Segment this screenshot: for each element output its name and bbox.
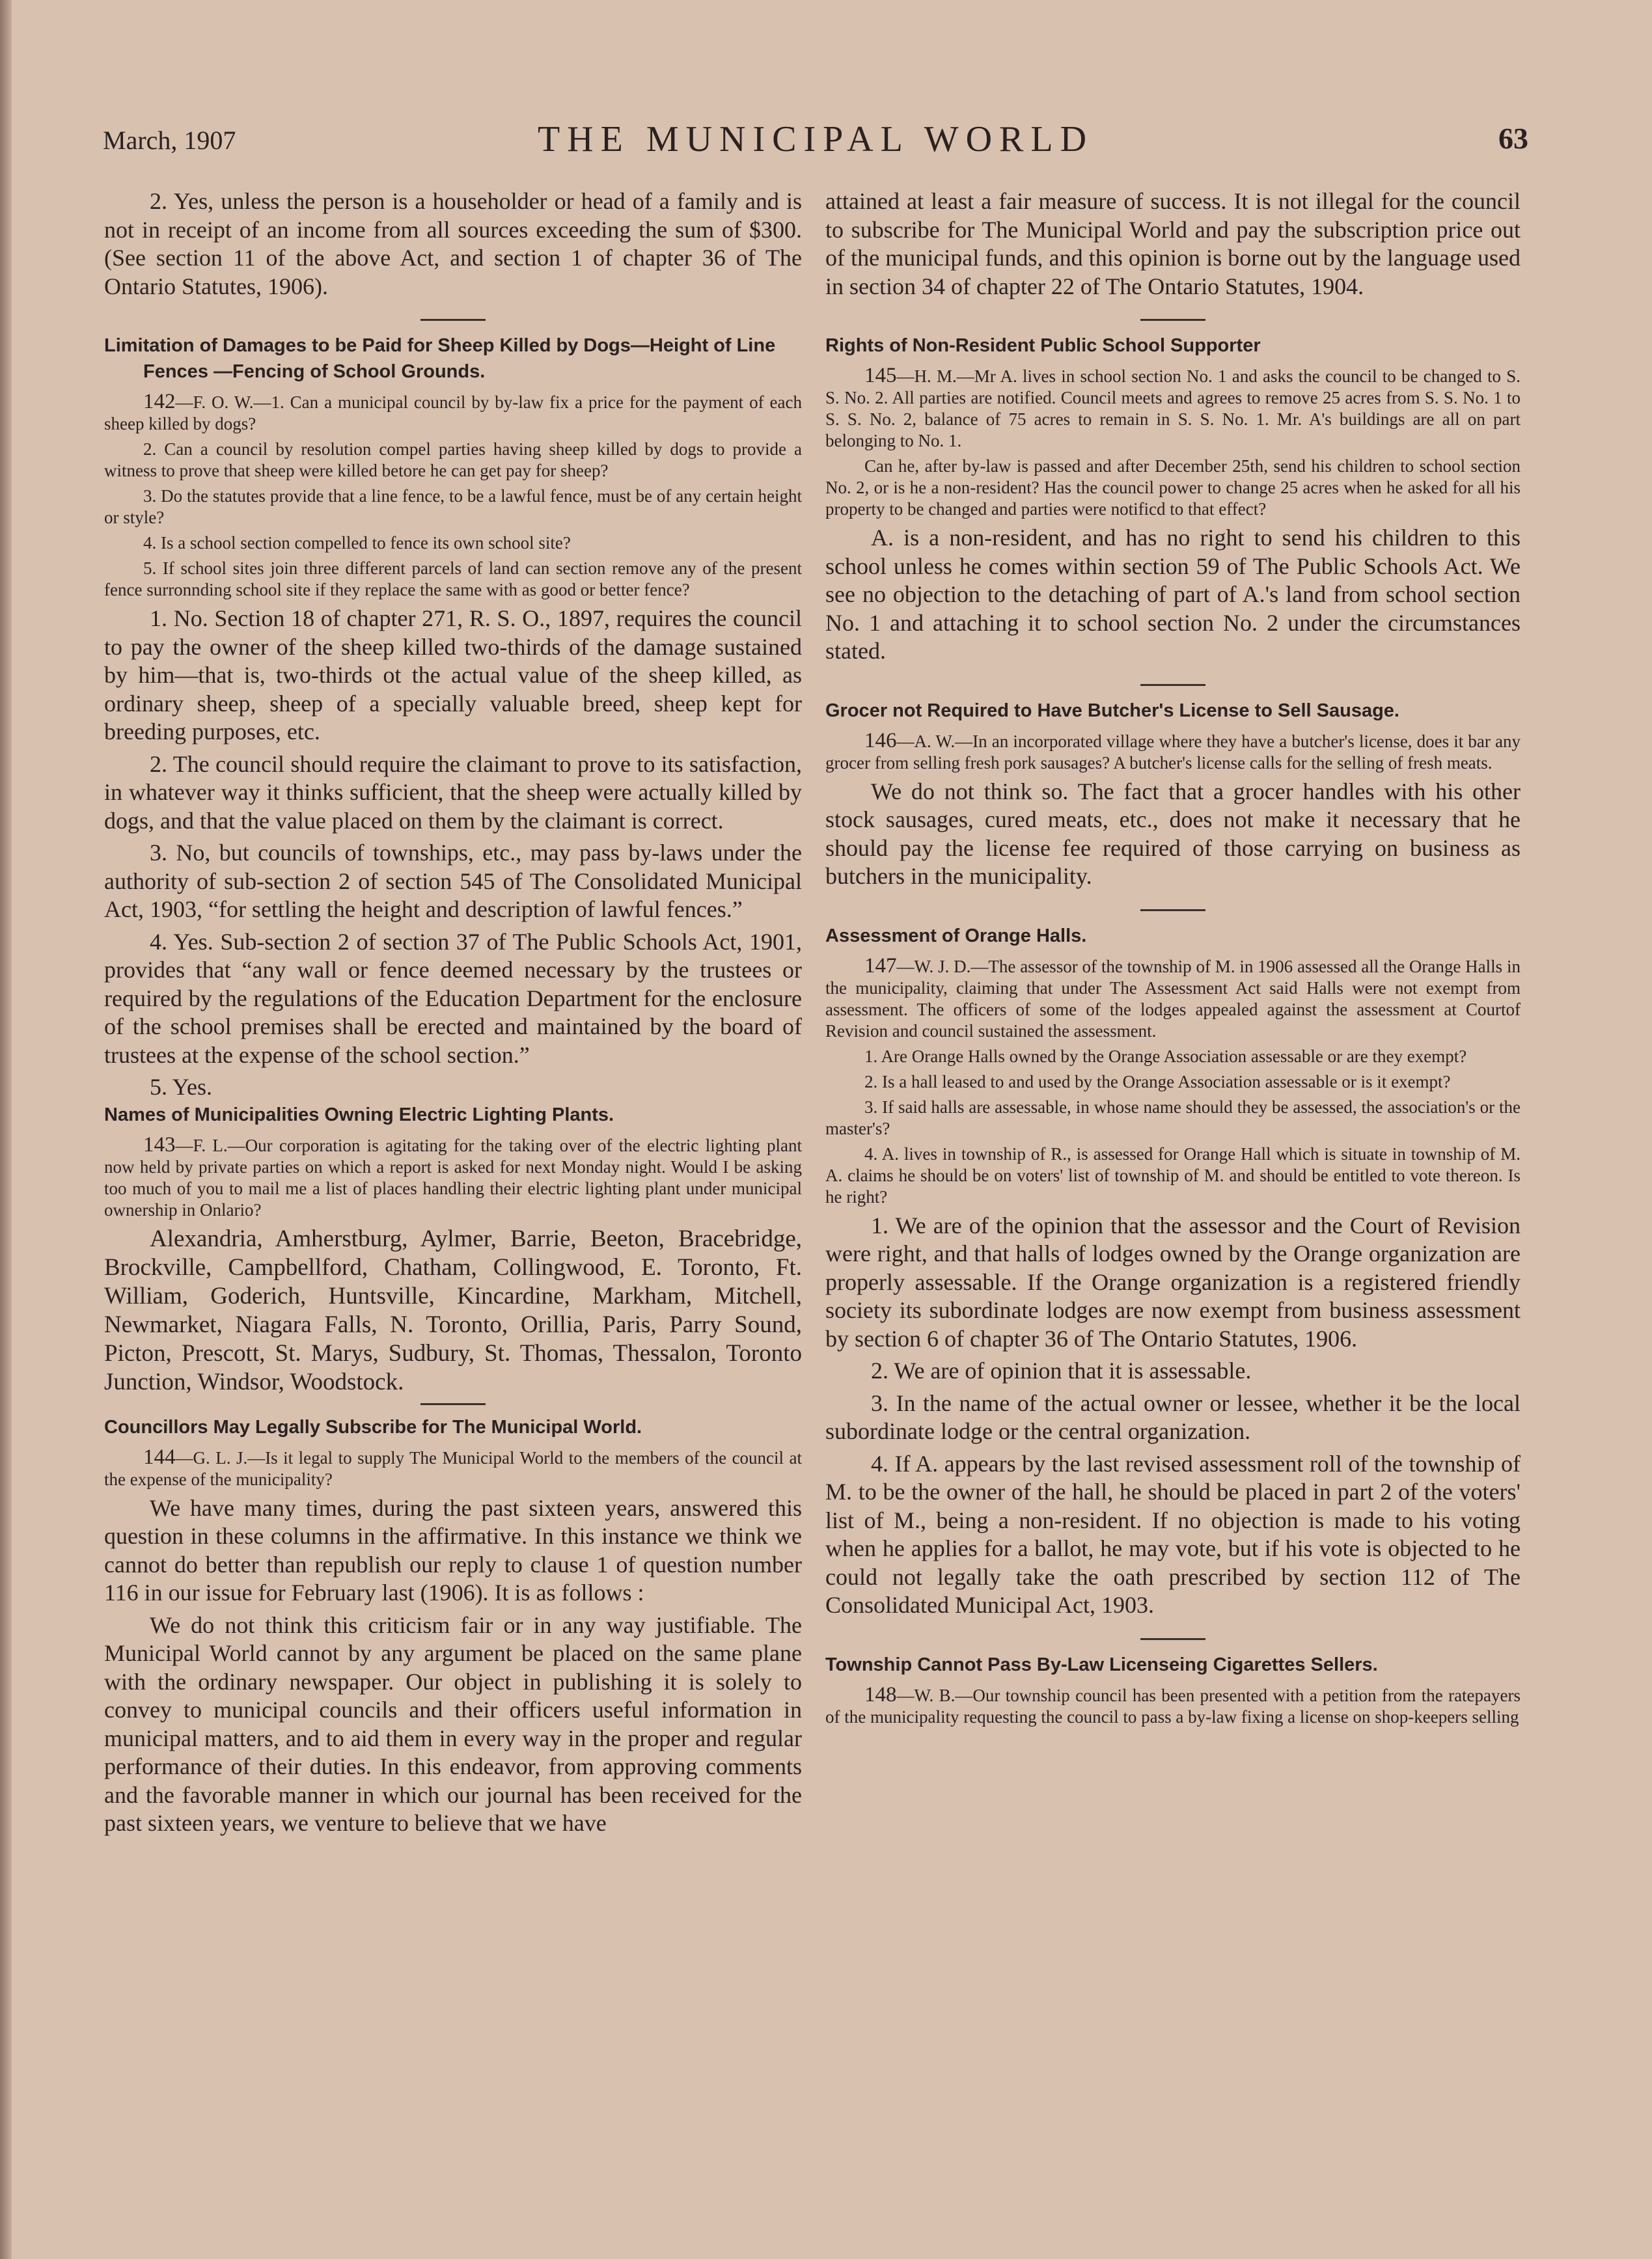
- section-divider: [1140, 909, 1205, 911]
- section-heading-cigarette-license: Township Cannot Pass By-Law Licenseing Cigarettes Sellers.: [825, 1654, 1378, 1675]
- section-divider: [1140, 319, 1205, 321]
- question-text: —A. W.—In an incorporated village where they have a butcher's license, does it bar any grocer from selling fresh pork sausages? A butcher's license calls for the selling of fresh meats.: [825, 731, 1521, 773]
- section-heading-non-resident: Rights of Non-Resident Public School Supporter: [825, 335, 1261, 356]
- page-number: 63: [1498, 122, 1528, 155]
- left-column: [104, 187, 802, 1842]
- continued-answer-144: attained at least a fair measure of success. It is not illegal for the council to subscribe for The Municipal World and pay the subscription price out of the municipal funds, and this opinion is borne out by the language used in section 34 of chapter 22 of The Ontario Statutes, 1904.: [825, 188, 1521, 299]
- question-number: 142: [143, 390, 176, 413]
- question-145-part-1: [825, 365, 1521, 452]
- answer-142-part-3: 3. No, but councils of townships, etc., may pass by-laws under the authority of sub-section 2 of section 545 of The Consolidated Municipal Act, 1903, “for settling the height and description of lawful fences.”: [104, 840, 802, 922]
- question-148: [825, 1684, 1521, 1728]
- page-binding-edge: [0, 0, 12, 2259]
- section-heading-electric-lighting: Names of Municipalities Owning Electric Lighting Plants.: [104, 1104, 614, 1125]
- answer-142-part-2: 2. The council should require the claimant to prove to its satisfaction, in whatever way it thinks sufficient, that the sheep were actually killed by dogs, and that the value placed on them by the claimant is correct.: [104, 750, 802, 834]
- question-number: 144: [143, 1445, 176, 1469]
- question-number: 147: [864, 953, 897, 978]
- answer-147-part-3: 3. In the name of the actual owner or lessee, whether it be the local subordinate lodge or the central organization.: [825, 1390, 1521, 1444]
- issue-date: March, 1907: [103, 126, 236, 155]
- question-text: —G. L. J.—Is it legal to supply The Municipal World to the members of the council at the expense of the municipality?: [104, 1447, 802, 1489]
- section-divider: [420, 1403, 486, 1405]
- answer-142-part-1: 1. No. Section 18 of chapter 271, R. S. O., 1897, requires the council to pay the owner of the sheep killed two-thirds of the damage sustained by him—that is, two-thirds ot the actual value of the sheep killed, as ordinary sheep, sheep of a specially valuable breed, sheep kept for breeding purposes, etc.: [104, 605, 802, 745]
- answer-147-part-1: 1. We are of the opinion that the assessor and the Court of Revision were right, and that halls of lodges owned by the Orange organization are properly assessable. If the Orange organization is a registered friendly society its subordinate lodges are now exempt from business assessment by section 6 of chapter 36 of The Ontario Statutes, 1906.: [825, 1212, 1521, 1352]
- question-number: 146: [864, 728, 897, 752]
- question-number: 145: [864, 364, 897, 387]
- question-147-part-4: 4. A. lives in township of R., is assessed for Orange Hall which is situate in township of M. A. claims he should be on voters' list of township of M. and should be entitled to vote thereon. Is he right?: [825, 1143, 1521, 1207]
- section-divider: [420, 319, 486, 321]
- section-divider: [1140, 684, 1205, 686]
- page-header: [103, 116, 1528, 161]
- question-146: [825, 730, 1521, 774]
- section-heading-grocer-license: Grocer not Required to Have Butcher's License to Sell Sausage.: [825, 700, 1399, 721]
- answer-145: A. is a non-resident, and has no right to send his children to this school unless he comes within section 59 of The Public Schools Act. We see no objection to the detaching of part of A.'s land from school section No. 1 and attaching it to school section No. 2 under the circumstances stated.: [825, 525, 1521, 664]
- question-142-part-2: 2. Can a council by resolution compel parties having sheep killed by dogs to provide a witness to prove that sheep were killed betore he can get pay for sheep?: [104, 439, 802, 480]
- question-143: [104, 1134, 802, 1221]
- right-column: [825, 187, 1521, 1732]
- answer-144-part-2: We do not think this criticism fair or in any way justifiable. The Municipal World cannot by any argument be placed on the same plane with the ordinary newspaper. Our object in publishing it is solely to convey to municipal councils and their officers useful information in municipal matters, and to aid them in every way in the proper and regular performance of their duties. In this endeavor, from approving comments and the favorable manner in which our journal has been received for the past sixteen years, we venture to believe that we have: [104, 1611, 802, 1836]
- answer-147-part-2: 2. We are of opinion that it is assessable.: [871, 1358, 1252, 1384]
- question-145-part-2: Can he, after by-law is passed and after December 25th, send his children to school section No. 2, or is he a non-resident? Has the council power to change 25 acres when he asked for all his property to be changed and parties were notificd to that effect?: [825, 456, 1521, 519]
- question-147-part-2: 2. Is a hall leased to and used by the Orange Association assessable or is it exempt?: [864, 1071, 1451, 1091]
- question-text: —H. M.—Mr A. lives in school section No. 1 and asks the council to be changed to S. S. No. 2. All parties are notified. Council meets and agrees to remove 25 acres from S. S. No. 1 to S. S. No. 2, balance of 75 acres to remain in S. S. No. 1. Mr. A's buildings are all on part belonging to No. 1.: [825, 366, 1521, 450]
- masthead-title: THE MUNICIPAL WORLD: [537, 119, 1094, 159]
- question-text: —W. B.—Our township council has been presented with a petition from the ratepayers of the municipality requesting the council to pass a by-law fixing a license on shop-keepers selling: [825, 1685, 1521, 1727]
- answer-147-part-4: 4. If A. appears by the last revised assessment roll of the township of M. to be the owner of the hall, he should be placed in part 2 of the voters' list of M., being a non-resident. If no objection is made to his voting when he applies for a ballot, he may vote, but if his vote is objected to he could not legally take the oath prescribed by section 112 of The Consolidated Municipal Act, 1903.: [825, 1450, 1521, 1618]
- question-147-part-3: 3. If said halls are assessable, in whose name should they be assessed, the association's or the master's?: [825, 1097, 1521, 1138]
- question-number: 143: [143, 1132, 176, 1157]
- question-text: —F. L.—Our corporation is agitating for the taking over of the electric lighting plant now held by private parties on which a report is asked for next Monday night. Would I be asking too much of you to mail me a list of places handling their electric lighting plant under municipal ownership in Onlario?: [104, 1135, 802, 1220]
- section-heading-orange-halls: Assessment of Orange Halls.: [825, 925, 1087, 946]
- question-144: [104, 1447, 802, 1490]
- continued-paragraph: 2. Yes, unless the person is a householder or head of a family and is not in receipt of an income from all sources exceeding the sum of $300. (See section 11 of the above Act, and section 1 of chapter 36 of The Ontario Statutes, 1906).: [104, 188, 802, 299]
- question-text: —W. J. D.—The assessor of the township of M. in 1906 assessed all the Orange Halls in the municipality, claiming that under The Assessment Act said Halls were not exempt from assessment. The officers of some of the lodges appealed against the assessment at Courtof Revision and council sustained the assessment.: [825, 956, 1521, 1041]
- section-divider: [1140, 1638, 1205, 1640]
- answer-142-part-5: 5. Yes.: [150, 1074, 213, 1100]
- section-heading-sheep-fences: Limitation of Damages to be Paid for Sheep Killed by Dogs—Height of Line Fences —Fencing of School Grounds.: [104, 335, 776, 382]
- answer-146: We do not think so. The fact that a grocer handles with his other stock sausages, cured meats, etc., does not make it necessary that he should pay the license fee required of those carrying on business as butchers in the municipality.: [825, 778, 1521, 889]
- question-142-part-4: 4. Is a school section compelled to fence its own school site?: [143, 533, 571, 553]
- answer-144-part-1: We have many times, during the past sixteen years, answered this question in these columns in the affirmative. In this instance we think we cannot do better than republish our reply to clause 1 of question number 116 in our issue for February last (1906). It is as follows :: [104, 1494, 802, 1606]
- question-142-part-3: 3. Do the statutes provide that a line fence, to be a lawful fence, must be of any certain height or style?: [104, 486, 802, 527]
- question-number: 148: [864, 1682, 897, 1706]
- question-142-part-1: [104, 391, 802, 435]
- answer-143-municipality-list: Alexandria, Amherstburg, Aylmer, Barrie, Beeton, Bracebridge, Brockville, Campbellford, Chatham, Collingwood, E. Toronto, Ft. William, Goderich, Huntsville, Kincardine, Markham, Mitchell, Newmarket, Niagara Falls, N. Toronto, Orillia, Paris, Parry Sound, Picton, Prescott, St. Marys, Sudbury, St. Thomas, Thessalon, Toronto Junction, Windsor, Woodstock.: [104, 1225, 802, 1395]
- question-147-intro: [825, 955, 1521, 1042]
- question-142-part-5: 5. If school sites join three different parcels of land can section remove any of the present fence surronnding school site if they replace the same with as good or better fence?: [104, 558, 802, 599]
- section-heading-subscribe: Councillors May Legally Subscribe for The Municipal World.: [104, 1416, 642, 1438]
- question-147-part-1: 1. Are Orange Halls owned by the Orange Association assessable or are they exempt?: [864, 1046, 1467, 1066]
- question-text: —F. O. W.—1. Can a municipal council by by-law fix a price for the payment of each sheep killed by dogs?: [104, 392, 802, 433]
- answer-142-part-4: 4. Yes. Sub-section 2 of section 37 of The Public Schools Act, 1901, provides that “any wall or fence deemed necessary by the trustees or required by the regulations of the Education Department for the enclosure of the school premises shall be erected and maintained by the board of trustees at the expense of the school section.”: [104, 928, 802, 1068]
